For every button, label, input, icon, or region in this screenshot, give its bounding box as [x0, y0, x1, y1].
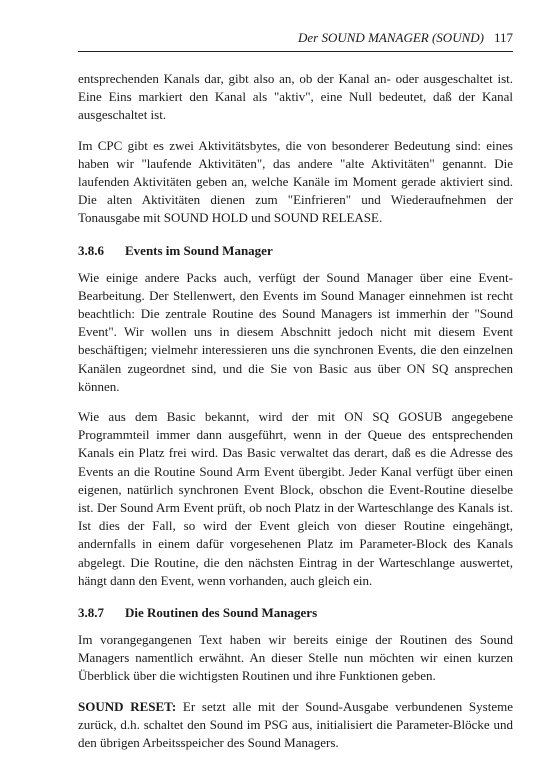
- section-heading-events: [78, 242, 513, 260]
- routine-description: Er setzt alle mit der Sound-Ausgabe verbundenen Systeme zurück, d.h. schaltet den Sound im PSG aus, initialisiert die Parameter-Blöcke und den übrigen Arbeitsspeicher des Sound Managers.: [78, 698, 513, 751]
- paragraph-on-sq-gosub: Wie aus dem Basic bekannt, wird der mit ON SQ GOSUB angegebene Programmteil immer dann ausgeführt, wenn in der Queue des entsprechenden Kanals ein Platz frei wird. Das Basic verwaltet das derart, daß es die Adresse des Events an die Routine Sound Arm Event übergibt. Jeder Kanal verfügt über einen eigenen, natürlich synchronen Event Block, obschon die Event-Routine dieselbe ist. Der Sound Arm Event prüft, ob noch Platz in der Warteschlange des Kanals ist. Ist dies der Fall, so wird der Event gleich von dieser Routine eingehängt, andernfalls in einem dafür vorgesehenen Platz im Parameter-Block des Kanals abgelegt. Die Routine, die den nächsten Eintrag in der Warteschlange auswertet, hängt dann den Event, wenn vorhanden, auch gleich ein.: [78, 409, 513, 588]
- running-header: [78, 30, 513, 52]
- section-title: Events im Sound Manager: [125, 242, 273, 258]
- section-heading-routines: [78, 604, 513, 622]
- page-body: [78, 70, 513, 764]
- section-title: Die Routinen des Sound Managers: [125, 605, 318, 621]
- routine-name: SOUND RESET:: [78, 698, 177, 714]
- paragraph-routines-overview: Im vorangegangenen Text haben wir bereits einige der Routinen des Sound Managers namentlich erwähnt. An dieser Stelle nun möchten wir einen kurzen Überblick über die wichtigsten Routinen und ihre Funktionen geben.: [78, 632, 513, 684]
- running-header-title: Der SOUND MANAGER (SOUND): [298, 30, 484, 45]
- paragraph-sound-reset: [78, 698, 513, 753]
- paragraph-activity-bytes: Im CPC gibt es zwei Aktivitätsbytes, die von besonderer Bedeutung sind: eines haben wir "laufende Aktivitäten", das andere "alte Aktivitäten" genannt. Die laufenden Aktivitäten geben an, welche Kanäle im Moment gerade aktiviert sind. Die alten Aktivitäten dienen zum "Einfrieren" und Wiederaufnehmen der Tonausgabe mit SOUND HOLD und SOUND RELEASE.: [78, 137, 513, 226]
- page-number: 117: [493, 30, 513, 45]
- paragraph-event-handling: Wie einige andere Packs auch, verfügt der Sound Manager über eine Event-Bearbeitung. Der Stellenwert, den Events im Sound Manager einnehmen ist recht beachtlich: Die zentrale Routine des Sound Managers ist immerhin der "Sound Event". Wir wollen uns in diesem Abschnitt jedoch nicht mit diesem Event beschäftigen; vielmehr interessieren uns die synchronen Events, die den einzelnen Kanälen zugeordnet sind, und die Sie von Basic aus über ON SQ ansprechen können.: [78, 269, 513, 394]
- paragraph-channel-status: entsprechenden Kanals dar, gibt also an, ob der Kanal an- oder ausgeschaltet ist. Eine Eins markiert den Kanal als "aktiv", eine Null bedeutet, daß der Kanal ausgeschaltet ist.: [78, 71, 513, 123]
- section-number: 3.8.6: [78, 242, 104, 258]
- section-number: 3.8.7: [78, 605, 104, 621]
